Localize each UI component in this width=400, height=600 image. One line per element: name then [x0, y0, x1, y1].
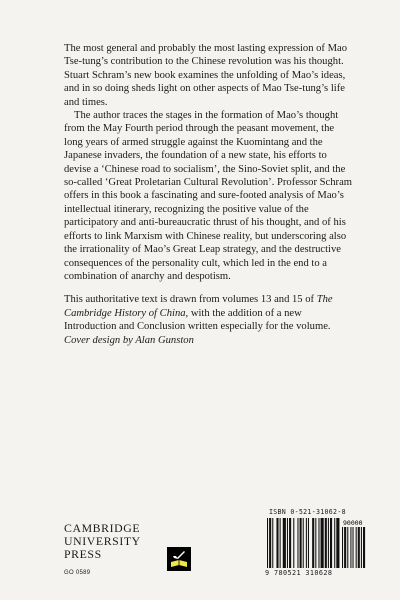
ean-number: 9 780521 310628 [265, 569, 333, 577]
barcode-addon-bar [344, 527, 346, 568]
barcode-addon-bar [347, 527, 348, 568]
designer-name: Alan Gunston [135, 334, 194, 346]
barcode-bar [336, 518, 339, 568]
barcode-bar [267, 518, 268, 568]
barcode-bar [321, 518, 324, 568]
barcode-addon-bar [361, 527, 362, 568]
barcode-bar [315, 518, 316, 568]
book-series-title: The Cambridge History of China, [64, 294, 333, 319]
barcode-bar [280, 518, 281, 568]
barcode-icon [265, 518, 368, 570]
barcode-bar [272, 518, 273, 568]
barcode-bar [293, 518, 294, 568]
back-cover-blurb [64, 42, 352, 347]
barcode-bar [318, 518, 319, 568]
barcode-addon-bar [342, 527, 343, 568]
barcode-bar [330, 518, 332, 568]
barcode-bar [334, 518, 335, 568]
barcode-bar [308, 518, 309, 568]
barcode-bar [287, 518, 288, 568]
publisher-code: GO 0589 [64, 570, 91, 576]
blurb-paragraph-3-start: This authoritative text is drawn from volumes 13 and 15 of [64, 294, 317, 306]
cover-design-label: Cover design by [64, 334, 136, 346]
cover-design-credit [64, 334, 352, 347]
publisher-line-3: PRESS [64, 547, 102, 561]
blurb-paragraph-1: The most general and probably the most lasting expression of Mao Tse-tung’s contribution to the Chinese revolution was his thought. Stuart Schram’s new book examines the unfolding of Mao’s ideas, and in so doing sheds light on other aspects of Mao Tse-tung’s life and times. [64, 43, 348, 108]
barcode-bar [303, 518, 304, 568]
barcode-bar [325, 518, 327, 568]
blurb-paragraph-3-end: with the addition of a new Introduction and Conclusion written especially for the volume. [64, 307, 331, 333]
barcode-bar [289, 518, 291, 568]
publisher-line-1: CAMBRIDGE [64, 521, 141, 535]
blurb-paragraph-3 [64, 293, 352, 333]
barcode-addon-bar [363, 527, 365, 568]
barcode-block [265, 508, 368, 578]
barcode-bar [269, 518, 271, 568]
barcode-addon-bar [350, 527, 351, 568]
barcode-addon-bar [358, 527, 360, 568]
barcode-bar [312, 518, 314, 568]
barcode-bar [306, 518, 307, 568]
publisher-name [64, 522, 141, 561]
blurb-paragraph-2: The author traces the stages in the formation of Mao’s thought from the May Fourth period through the peasant movement, the long years of armed struggle against the Kuomintang and the Japanese invaders, the foundation of a new state, his efforts to devise a ‘Chinese road to socialism’, the Sino-Soviet split, and the so-called ‘Great Proletarian Cultural Revolution’. Professor Schram offers in this book a fascinating and sure-footed analysis of Mao’s intellectual itinerary, recognizing the positive value of the participatory and anti-bureaucratic thrust of his thought, and of his efforts to link Marxism with Chinese reality, but underscoring also the irrationality of Mao’s Great Leap strategy, and the destructive consequences of the personality cult, which led in the end to a combination of anarchy and despotism. [64, 110, 353, 282]
barcode-bar [297, 518, 298, 568]
publisher-logo-icon [167, 547, 191, 571]
barcode-bar [328, 518, 329, 568]
barcode-bar [276, 518, 278, 568]
isbn-label: ISBN 0-521-31062-8 [269, 508, 346, 516]
barcode-bar [283, 518, 286, 568]
price-addon-code: 90000 [343, 519, 363, 527]
barcode-addon-bar [353, 527, 354, 568]
barcode-bar [300, 518, 302, 568]
publisher-line-2: UNIVERSITY [64, 534, 141, 548]
barcode-addon-bar [356, 527, 357, 568]
